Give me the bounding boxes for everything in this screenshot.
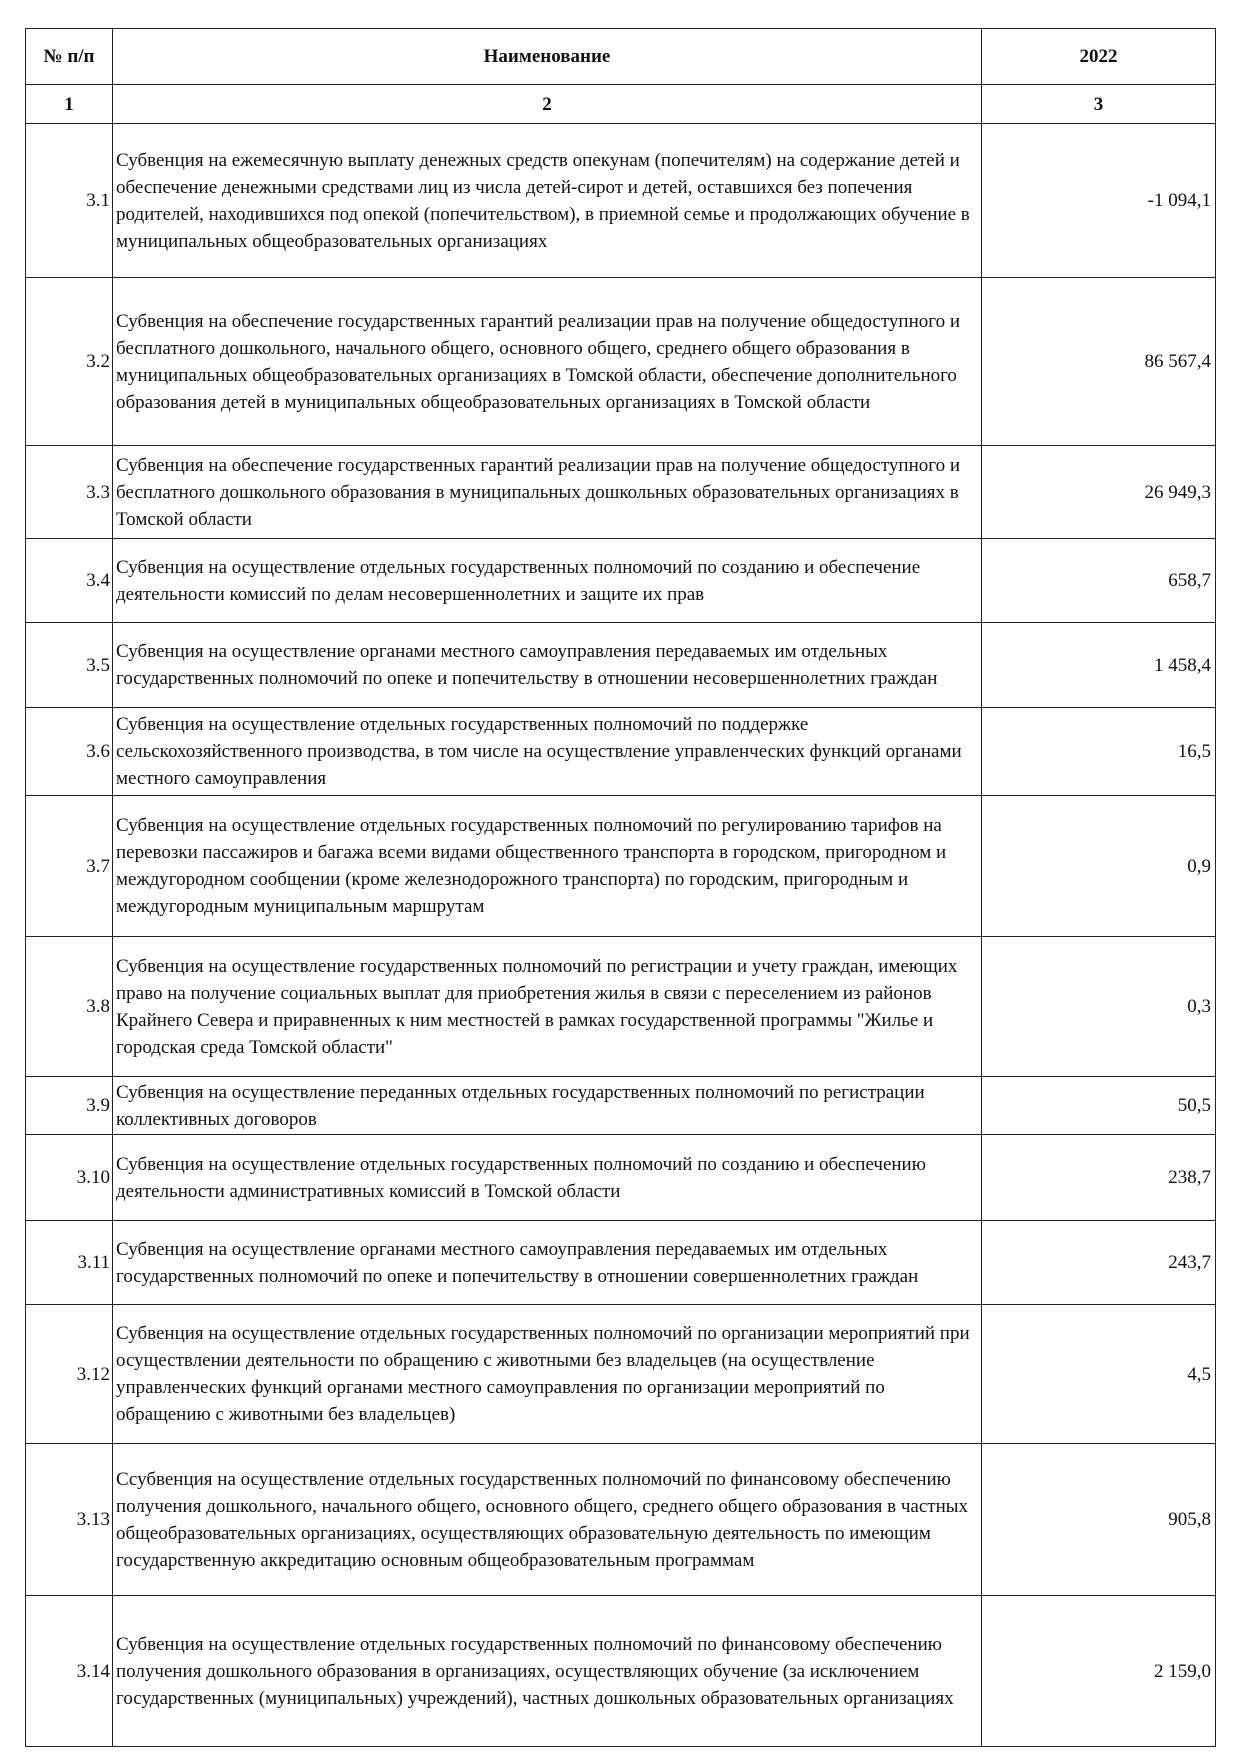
colnum-1: 1 <box>26 85 113 124</box>
row-number: 3.6 <box>26 708 113 796</box>
row-number: 3.10 <box>26 1135 113 1221</box>
row-value: 243,7 <box>982 1221 1216 1305</box>
row-number: 3.2 <box>26 278 113 446</box>
row-name: Субвенция на обеспечение государственных гарантий реализации прав на получение общедоступного и бесплатного дошкольного образования в муниципальных дошкольных образовательных организациях в Томской области <box>113 446 982 539</box>
row-name: Субвенция на ежемесячную выплату денежных средств опекунам (попечителям) на содержание детей и обеспечение денежными средствами лиц из числа детей-сирот и детей, оставшихся без попечения родителей, находившихся под опекой (попечительством), в приемной семье и продолжающих обучение в муниципальных общеобразовательных организациях <box>113 124 982 278</box>
row-value: 0,9 <box>982 796 1216 937</box>
row-name: Субвенция на обеспечение государственных гарантий реализации прав на получение общедоступного и бесплатного дошкольного, начального общего, основного общего, среднего общего образования в муниципальных общеобразовательных организациях в Томской области, обеспечение дополнительного образования детей в муниципальных общеобразовательных организациях в Томской области <box>113 278 982 446</box>
row-number: 3.12 <box>26 1305 113 1444</box>
row-value: 905,8 <box>982 1444 1216 1596</box>
row-name: Субвенция на осуществление отдельных государственных полномочий по созданию и обеспечению деятельности административных комиссий в Томской области <box>113 1135 982 1221</box>
row-name: Субвенция на осуществление отдельных государственных полномочий по финансовому обеспечению получения дошкольного образования в организациях, осуществляющих обучение (за исключением государственных (муниципальных) учреждений), частных дошкольных образовательных организациях <box>113 1596 982 1747</box>
table-row <box>26 623 1216 708</box>
table-row <box>26 708 1216 796</box>
table-row <box>26 1077 1216 1135</box>
row-name: Ссубвенция на осуществление отдельных государственных полномочий по финансовому обеспечению получения дошкольного, начального общего, основного общего, среднего общего образования в частных общеобразовательных организациях, осуществляющих образовательную деятельность по имеющим государственную аккредитацию основным общеобразовательным программам <box>113 1444 982 1596</box>
row-number: 3.3 <box>26 446 113 539</box>
header-year: 2022 <box>982 29 1216 85</box>
row-value: 1 458,4 <box>982 623 1216 708</box>
column-number-row <box>26 85 1216 124</box>
row-name: Субвенция на осуществление отдельных государственных полномочий по созданию и обеспечение деятельности комиссий по делам несовершеннолетних и защите их прав <box>113 539 982 623</box>
row-value: 86 567,4 <box>982 278 1216 446</box>
row-value: 658,7 <box>982 539 1216 623</box>
table-row <box>26 446 1216 539</box>
row-number: 3.14 <box>26 1596 113 1747</box>
row-value: 2 159,0 <box>982 1596 1216 1747</box>
row-name: Субвенция на осуществление переданных отдельных государственных полномочий по регистрации коллективных договоров <box>113 1077 982 1135</box>
colnum-3: 3 <box>982 85 1216 124</box>
row-value: 238,7 <box>982 1135 1216 1221</box>
row-name: Субвенция на осуществление органами местного самоуправления передаваемых им отдельных государственных полномочий по опеке и попечительству в отношении совершеннолетних граждан <box>113 1221 982 1305</box>
table-row <box>26 1135 1216 1221</box>
row-number: 3.13 <box>26 1444 113 1596</box>
table-row <box>26 937 1216 1077</box>
row-name: Субвенция на осуществление органами местного самоуправления передаваемых им отдельных государственных полномочий по опеке и попечительству в отношении несовершеннолетних граждан <box>113 623 982 708</box>
table-row <box>26 278 1216 446</box>
row-number: 3.8 <box>26 937 113 1077</box>
row-number: 3.4 <box>26 539 113 623</box>
row-number: 3.1 <box>26 124 113 278</box>
row-name: Субвенция на осуществление отдельных государственных полномочий по организации мероприятий при осуществлении деятельности по обращению с животными без владельцев (на осуществление управленческих функций органами местного самоуправления по организации мероприятий по обращению с животными без владельцев) <box>113 1305 982 1444</box>
row-value: 4,5 <box>982 1305 1216 1444</box>
row-name: Субвенция на осуществление отдельных государственных полномочий по поддержке сельскохозяйственного производства, в том числе на осуществление управленческих функций органами местного самоуправления <box>113 708 982 796</box>
header-row <box>26 29 1216 85</box>
table-row <box>26 124 1216 278</box>
row-number: 3.9 <box>26 1077 113 1135</box>
header-num: № п/п <box>26 29 113 85</box>
row-value: 0,3 <box>982 937 1216 1077</box>
row-name: Субвенция на осуществление отдельных государственных полномочий по регулированию тарифов на перевозки пассажиров и багажа всеми видами общественного транспорта в городском, пригородном и междугородном сообщении (кроме железнодорожного транспорта) по городским, пригородным и междугородным муниципальным маршрутам <box>113 796 982 937</box>
row-value: 16,5 <box>982 708 1216 796</box>
row-number: 3.7 <box>26 796 113 937</box>
colnum-2: 2 <box>113 85 982 124</box>
row-value: -1 094,1 <box>982 124 1216 278</box>
table-row <box>26 796 1216 937</box>
row-value: 26 949,3 <box>982 446 1216 539</box>
table-row <box>26 1221 1216 1305</box>
subventions-table <box>25 28 1216 1747</box>
table-row <box>26 1305 1216 1444</box>
row-value: 50,5 <box>982 1077 1216 1135</box>
row-number: 3.11 <box>26 1221 113 1305</box>
table-row <box>26 539 1216 623</box>
header-name: Наименование <box>113 29 982 85</box>
table-row <box>26 1444 1216 1596</box>
row-name: Субвенция на осуществление государственных полномочий по регистрации и учету граждан, имеющих право на получение социальных выплат для приобретения жилья в связи с переселением из районов Крайнего Севера и приравненных к ним местностей в рамках государственной программы "Жилье и городская среда Томской области" <box>113 937 982 1077</box>
table-row <box>26 1596 1216 1747</box>
row-number: 3.5 <box>26 623 113 708</box>
